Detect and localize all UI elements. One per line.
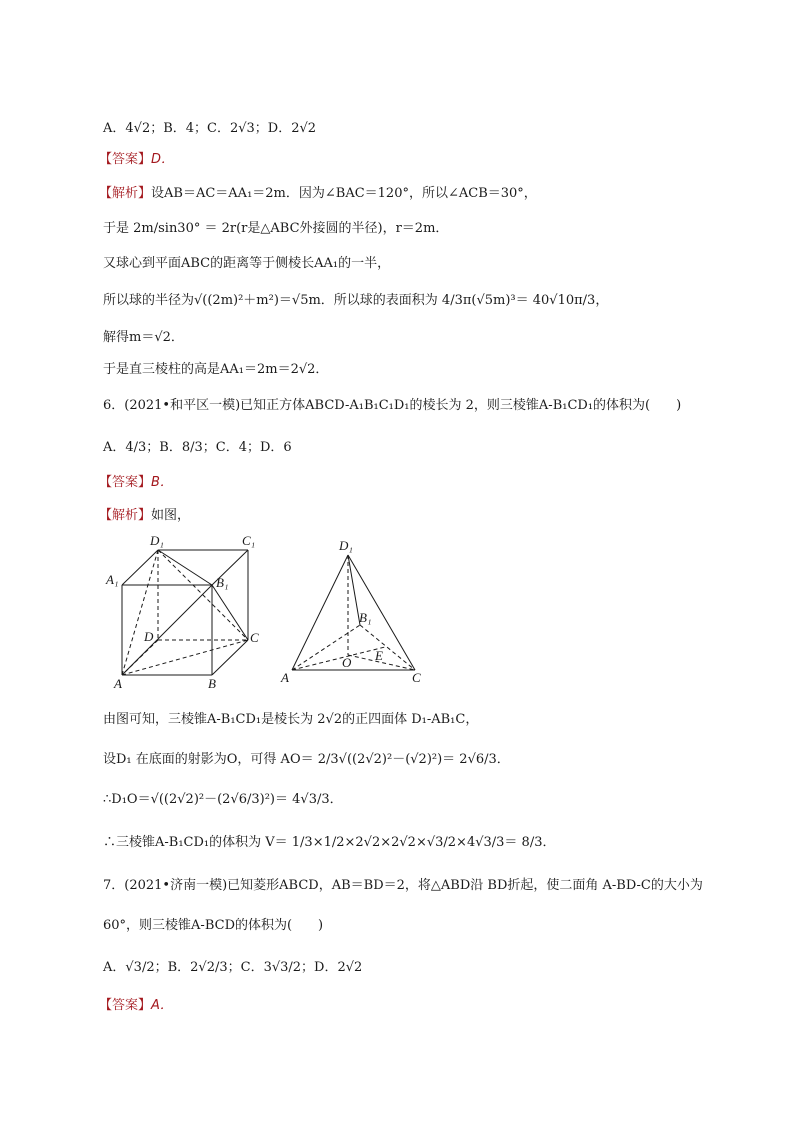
q6-line-4: ∴三棱锥A-B₁CD₁的体积为 V＝ 1/3×1/2×2√2×2√2×√3/2×4√3/3＝ 8/3． bbox=[103, 835, 556, 850]
tetrahedron-figure bbox=[275, 530, 435, 690]
q5-options: A．4√2；B．4；C．2√3；D．2√2 bbox=[103, 121, 317, 136]
q5-analysis-line-6: 于是直三棱柱的高是AA₁＝2m＝2√2． bbox=[103, 362, 329, 377]
q6-options: A．4/3；B．8/3；C．4；D．6 bbox=[103, 440, 292, 455]
q5-answer-line bbox=[99, 150, 174, 170]
q7-options: A．√3/2；B．2√2/3；C．3√3/2；D．2√2 bbox=[103, 960, 363, 975]
analysis-text: 如图， bbox=[151, 508, 191, 523]
q5-analysis-line-3: 又球心到平面ABC的距离等于侧棱长AA₁的一半， bbox=[103, 256, 391, 271]
answer-value: A． bbox=[151, 998, 173, 1013]
q6-analysis-intro bbox=[99, 506, 190, 526]
answer-tag: 【答案】 bbox=[99, 998, 152, 1013]
label-O: O bbox=[342, 655, 352, 670]
q6-line-3: ∴D₁O＝√((2√2)²－(2√6/3)²)＝ 4√3/3． bbox=[103, 792, 343, 807]
q5-analysis-line-2: 于是 2m/sin30° ＝ 2r(r是△ABC外接圆的半径)，r＝2m． bbox=[103, 221, 449, 236]
q6-line-1: 由图可知，三棱锥A-B₁CD₁是棱长为 2√2的正四面体 D₁-AB₁C， bbox=[103, 712, 479, 727]
label-D1: D₁ bbox=[150, 533, 164, 548]
q7-answer-line bbox=[99, 996, 173, 1016]
label-E: E bbox=[375, 648, 383, 663]
answer-tag: 【答案】 bbox=[99, 152, 152, 167]
q7-stem-line-2: 60°，则三棱锥A-BCD的体积为( ) bbox=[103, 918, 324, 933]
q7-stem-line-1: 7．(2021•济南一模)已知菱形ABCD，AB＝BD＝2，将△ABD沿 BD折起，使二面角 A-BD-C的大小为 bbox=[103, 878, 703, 893]
label-B: B bbox=[208, 676, 216, 691]
analysis-text: 设AB＝AC＝AA₁＝2m．因为∠BAC＝120°，所以∠ACB＝30°， bbox=[151, 186, 537, 201]
answer-value: B． bbox=[151, 475, 173, 490]
label-C1: C₁ bbox=[242, 533, 256, 548]
q6-line-2: 设D₁ 在底面的射影为O，可得 AO＝ 2/3√((2√2)²－(√2)²)＝ 2√6/3． bbox=[103, 752, 510, 767]
q5-analysis-line-1 bbox=[99, 184, 537, 204]
analysis-tag: 【解析】 bbox=[99, 186, 152, 201]
q6-answer-line bbox=[99, 473, 173, 493]
q5-analysis-line-5: 解得m＝√2． bbox=[103, 330, 184, 345]
label-B1: B₁ bbox=[359, 610, 372, 625]
label-B1: B₁ bbox=[216, 575, 229, 590]
label-D1: D₁ bbox=[339, 538, 353, 553]
analysis-tag: 【解析】 bbox=[99, 508, 152, 523]
label-D: D bbox=[144, 629, 154, 644]
cube-figure bbox=[100, 530, 270, 695]
label-A1: A₁ bbox=[106, 572, 119, 587]
q6-stem: 6．(2021•和平区一模)已知正方体ABCD-A₁B₁C₁D₁的棱长为 2，则三棱锥A-B₁CD₁的体积为( ) bbox=[103, 398, 682, 413]
answer-tag: 【答案】 bbox=[99, 475, 152, 490]
label-C: C bbox=[412, 670, 421, 685]
label-A: A bbox=[281, 670, 289, 685]
q5-analysis-line-4: 所以球的半径为√((2m)²＋m²)＝√5m．所以球的表面积为 4/3π(√5m)³＝ 40√10π/3， bbox=[103, 293, 609, 308]
label-C: C bbox=[250, 630, 259, 645]
answer-value: D． bbox=[151, 152, 175, 167]
label-A: A bbox=[114, 676, 122, 691]
